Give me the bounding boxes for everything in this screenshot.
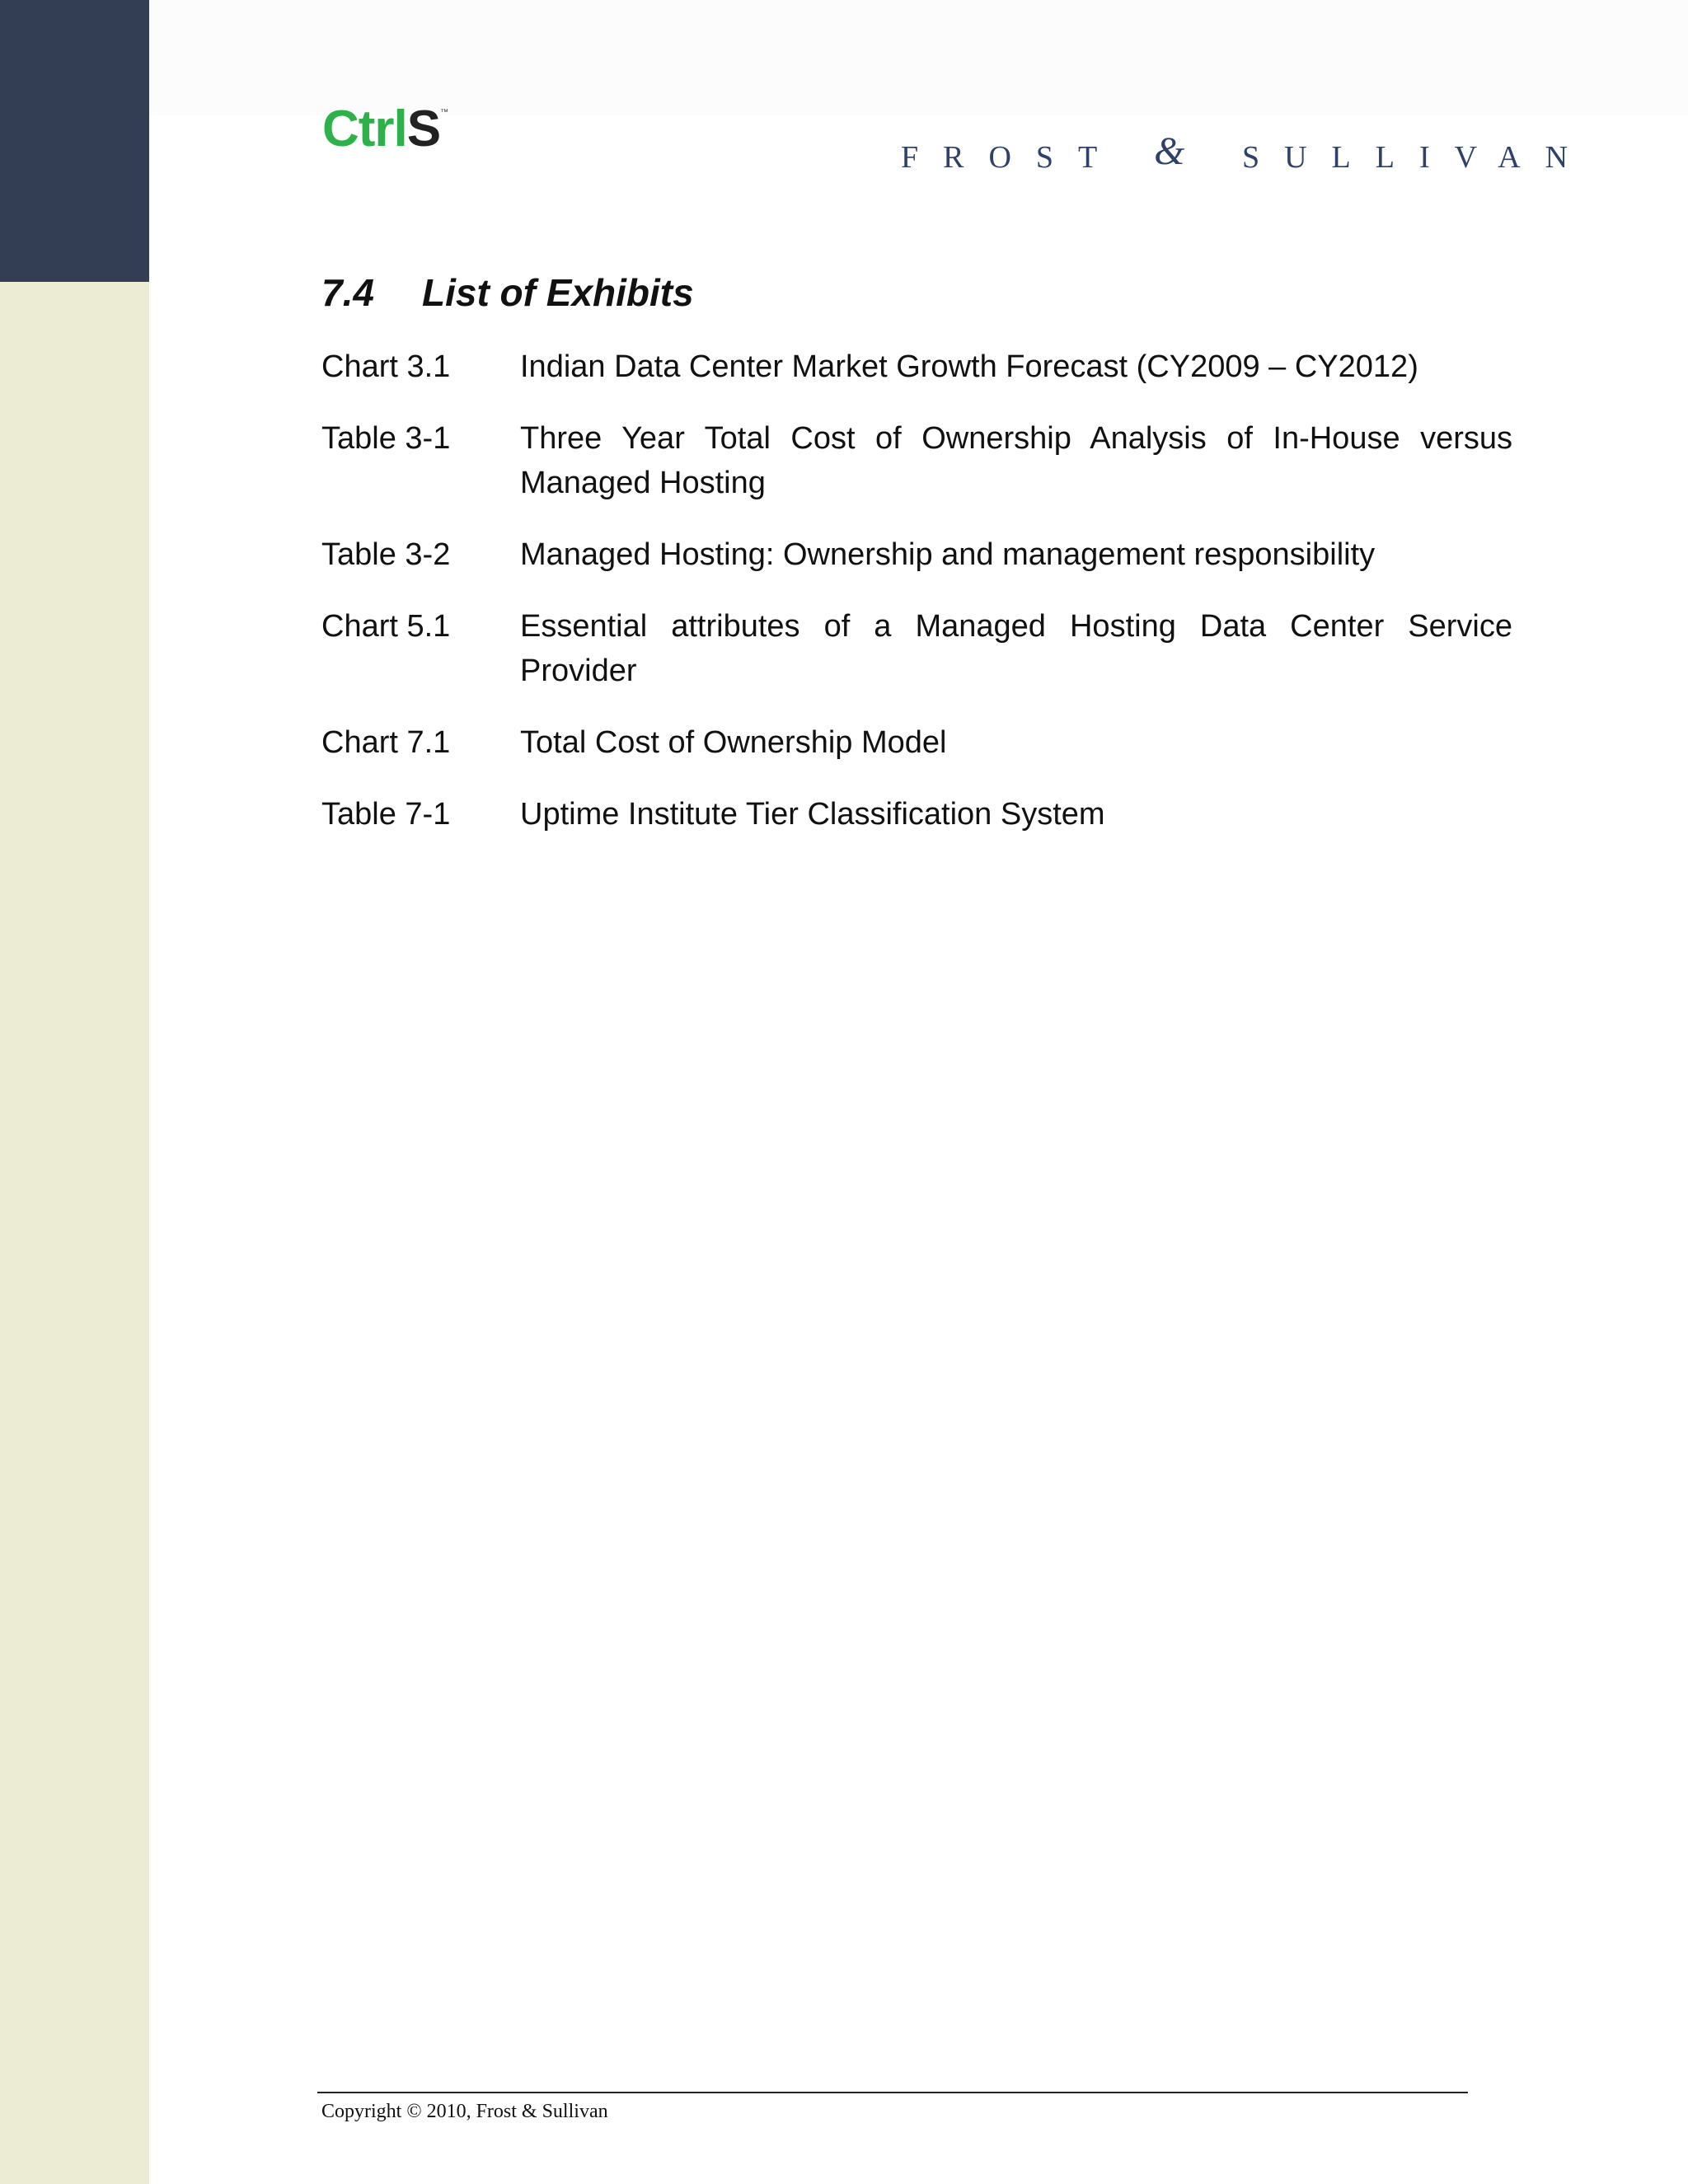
ctrls-logo-accent: S — [406, 101, 441, 157]
exhibit-title: Managed Hosting: Ownership and management responsibility — [520, 537, 1376, 572]
section-title: List of Exhibits — [422, 271, 694, 314]
exhibit-title: Total Cost of Ownership Model — [520, 725, 947, 760]
exhibit-label: Table 3-1 — [321, 421, 451, 456]
exhibit-label: Table 3-2 — [321, 537, 451, 572]
exhibit-title: Indian Data Center Market Growth Forecast (CY2009 – CY2012) — [520, 349, 1418, 384]
page-side-band-top — [0, 0, 149, 282]
section-heading — [321, 270, 694, 316]
footer-rule — [317, 2092, 1468, 2093]
exhibit-item — [321, 792, 1512, 837]
frost-sullivan-logo-ampersand: & — [1154, 129, 1210, 173]
page-side-band — [0, 0, 149, 2184]
exhibit-title: Essential attributes of a Managed Hosting Data Center Service Provider — [520, 609, 1512, 688]
exhibit-item — [321, 604, 1512, 693]
frost-sullivan-logo-part1: FROST — [901, 140, 1122, 175]
exhibit-label: Chart 7.1 — [321, 725, 451, 760]
frost-sullivan-logo — [901, 129, 1593, 175]
exhibit-item — [321, 416, 1512, 505]
exhibit-label: Table 7-1 — [321, 797, 451, 832]
footer-copyright: Copyright © 2010, Frost & Sullivan — [321, 2101, 608, 2122]
exhibit-label: Chart 3.1 — [321, 349, 451, 384]
exhibit-item — [321, 532, 1512, 577]
ctrls-logo-main: Ctrl — [322, 101, 407, 157]
frost-sullivan-logo-part2: SULLIVAN — [1241, 140, 1593, 175]
exhibit-item — [321, 720, 1512, 765]
page-header-background — [149, 0, 1688, 115]
ctrls-logo-trademark: ™ — [440, 108, 449, 117]
exhibit-title: Three Year Total Cost of Ownership Analysis of In-House versus Managed Hosting — [520, 421, 1512, 500]
exhibit-title: Uptime Institute Tier Classification System — [520, 797, 1105, 832]
ctrls-logo — [322, 101, 449, 157]
exhibit-list — [321, 344, 1512, 864]
section-number: 7.4 — [321, 271, 374, 314]
exhibit-item — [321, 344, 1512, 389]
exhibit-label: Chart 5.1 — [321, 609, 451, 644]
